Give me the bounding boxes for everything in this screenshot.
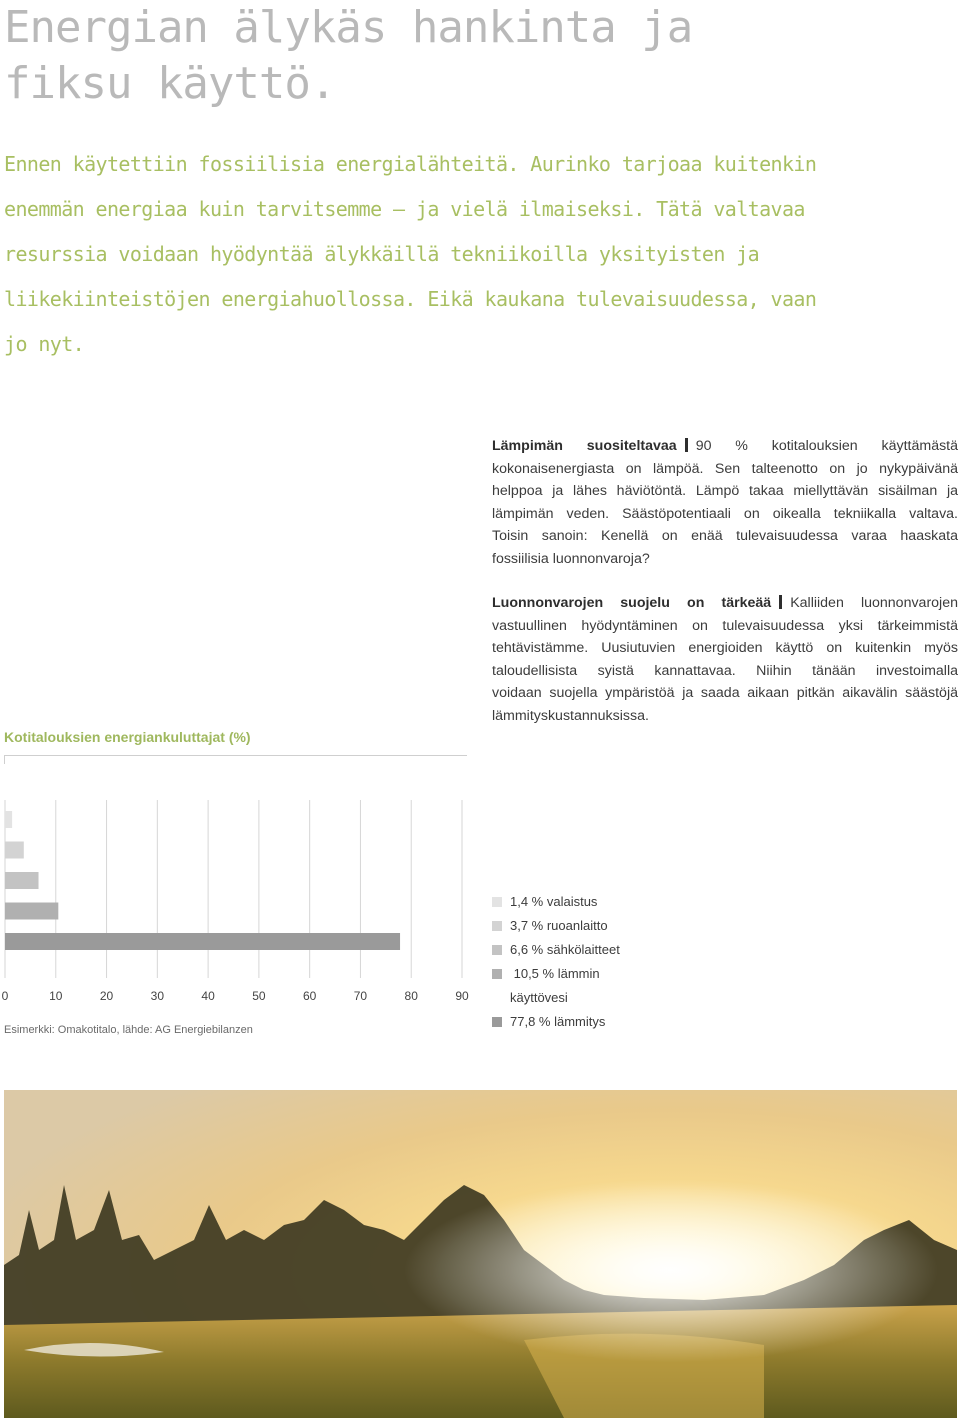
separator-bar <box>779 595 782 609</box>
section-line: tehtävistämme. Uusiutuvien energioiden käyttö on kuitenkin myös <box>492 640 958 656</box>
legend-swatch <box>492 1017 502 1027</box>
x-tick-label: 80 <box>404 989 418 1003</box>
x-tick-label: 0 <box>1 989 9 1003</box>
section-line: Toisin sanoin: Kenellä on enää tulevaisuudessa varaa haaskata <box>492 528 958 544</box>
chart-title-tick <box>4 755 5 764</box>
bar-lämmitys <box>5 933 400 950</box>
section-line: 90 % kotitalouksien käyttämästä <box>695 438 959 454</box>
x-tick-label: 20 <box>99 989 114 1003</box>
x-tick-label: 10 <box>49 989 63 1003</box>
intro-line: liikekiinteistöjen energiahuollossa. Eikä kaukana tulevaisuudessa, vaan <box>4 287 817 311</box>
title-line: Energian älykäs hankinta ja <box>4 2 693 53</box>
section-line: helppoa ja lähes häviötöntä. Lämpö takaa miellyttävän sisäilman ja <box>492 483 958 499</box>
legend-item <box>492 914 692 938</box>
bar-sähkölaitteet <box>5 872 39 889</box>
section-line: vastuullinen hyödyntäminen on tulevaisuudessa yksi tärkeimmistä <box>492 617 958 634</box>
legend-swatch <box>492 921 502 931</box>
chart-source: Esimerkki: Omakotitalo, lähde: AG Energiebilanzen <box>4 1024 253 1036</box>
legend-label-continuation: käyttövesi <box>510 990 568 1005</box>
page-title <box>4 0 904 112</box>
legend-swatch <box>492 945 502 955</box>
bar-ruoanlaitto <box>5 842 24 859</box>
legend-item <box>492 890 692 914</box>
section-line: lämmityskustannuksissa. <box>492 707 649 724</box>
section-line: taloudellisista syistä kannattavaa. Niihin tänään investoimalla <box>492 662 958 679</box>
x-tick-label: 30 <box>150 989 165 1003</box>
x-tick-label: 90 <box>455 989 469 1003</box>
legend-label: 10,5 % lämmin <box>510 966 600 981</box>
section-warmth <box>492 435 958 570</box>
x-tick-label: 50 <box>252 989 266 1003</box>
intro-line: enemmän energiaa kuin tarvitsemme – ja vielä ilmaiseksi. Tätä valtavaa <box>4 197 805 221</box>
energy-bar-chart <box>0 795 480 1020</box>
chart-title-rule <box>4 755 467 756</box>
legend-label: 1,4 % valaistus <box>510 894 598 909</box>
x-tick-label: 60 <box>302 989 317 1003</box>
intro-paragraph <box>4 142 824 367</box>
section-heading: Luonnonvarojen suojelu on tärkeää <box>492 595 772 611</box>
legend-item <box>492 1010 692 1034</box>
intro-line: resurssia voidaan hyödyntää älykkäillä tekniikoilla yksityisten ja <box>4 242 760 266</box>
section-first-line <box>492 435 958 458</box>
chart-title: Kotitalouksien energiankuluttajat (%) <box>4 729 251 745</box>
separator-bar <box>685 438 688 452</box>
section-first-line <box>492 592 958 615</box>
legend-label: 77,8 % lämmitys <box>510 1014 606 1029</box>
bar-valaistus <box>5 811 12 828</box>
legend-item <box>492 938 692 962</box>
legend-item <box>492 962 692 986</box>
x-tick-label: 70 <box>353 989 368 1003</box>
x-tick-label: 40 <box>201 989 215 1003</box>
section-line: Kalliiden luonnonvarojen <box>790 595 958 611</box>
chart-legend <box>492 890 692 1034</box>
title-line: fiksu käyttö. <box>4 58 336 109</box>
legend-swatch <box>492 969 502 979</box>
intro-line: jo nyt. <box>4 332 85 356</box>
legend-label: 6,6 % sähkölaitteet <box>510 942 620 957</box>
sunset-landscape-photo <box>4 1090 957 1418</box>
section-heading: Lämpimän suositeltavaa <box>492 438 677 454</box>
section-resources <box>492 592 958 727</box>
section-line: fossiilisia luonnonvaroja? <box>492 550 650 567</box>
section-line: lämpimän veden. Säästöpotentiaali on oikealla tekniikalla valtava. <box>492 505 958 522</box>
legend-label: 3,7 % ruoanlaitto <box>510 918 608 933</box>
section-line: voidaan suojella ympäristöä ja saada aikaan pitkän aikavälin säästöjä <box>492 685 958 701</box>
sunset-landscape-image <box>4 1090 957 1418</box>
legend-swatch <box>492 897 502 907</box>
intro-line: Ennen käytettiin fossiilisia energialähteitä. Aurinko tarjoaa kuitenkin <box>4 152 817 176</box>
bar-lämmin-käyttövesi <box>5 903 58 920</box>
section-line: kokonaisenergiasta on lämpöä. Sen talteenotto on jo nykypäivänä <box>492 460 958 477</box>
